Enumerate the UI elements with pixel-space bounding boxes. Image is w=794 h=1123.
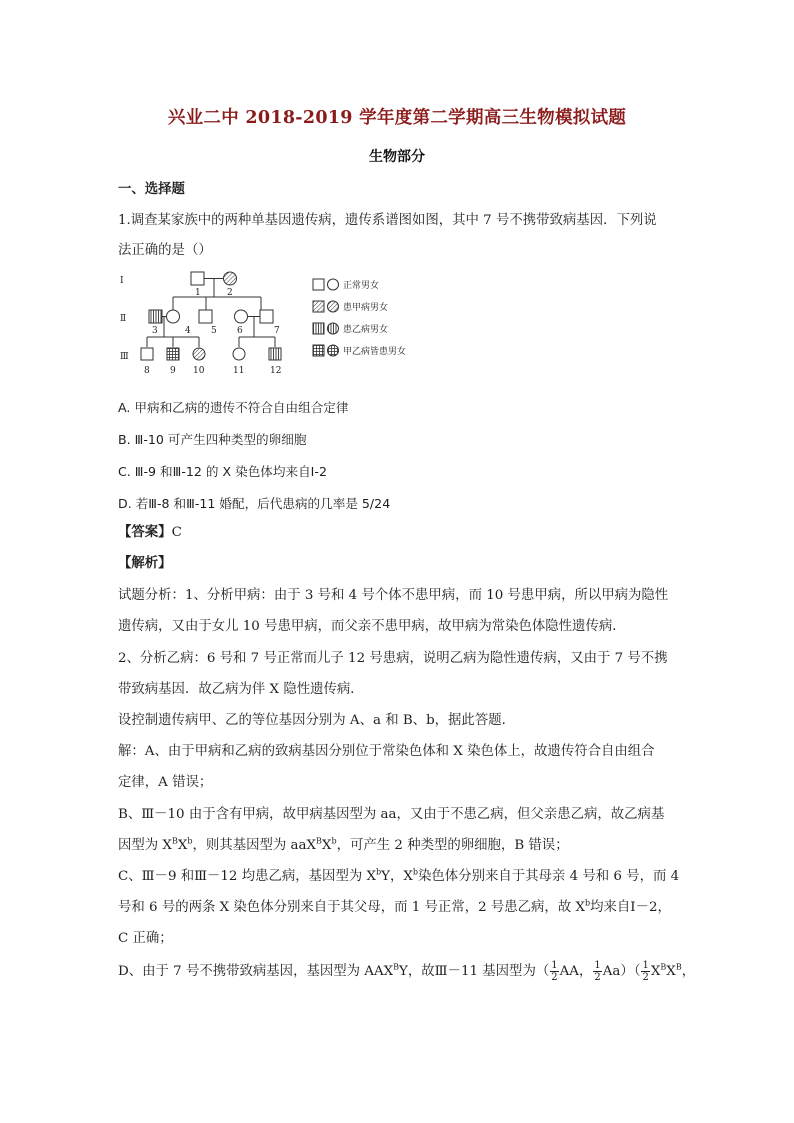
individual-5-normal-male-symbol xyxy=(199,310,212,323)
superscript-b-lower: b xyxy=(376,867,382,877)
legend-normal-male-symbol xyxy=(313,279,324,290)
analysis-paragraph-5-line-1: B、Ⅲ－10 由于含有甲病，故甲病基因型为 aa，又由于不患乙病，但父亲患乙病，故乙病基 xyxy=(118,807,665,822)
individual-1-normal-male-symbol xyxy=(191,272,204,285)
section-heading: 一、选择题 xyxy=(118,181,185,197)
page-title: 兴业二中 2018-2019 学年度第二学期高三生物模拟试题 xyxy=(167,108,627,128)
option-c: C. Ⅲ-9 和Ⅲ-12 的 X 染色体均来自Ⅰ-2 xyxy=(118,464,327,479)
generation-label-1: Ⅰ xyxy=(120,276,124,286)
question-text-line-1: 1.调查某家族中的两种单基因遗传病，遗传系谱图如图，其中 7 号不携带致病基因．下列说 xyxy=(118,213,657,228)
fraction-denominator: 2 xyxy=(551,972,558,983)
option-d: D. 若Ⅲ-8 和Ⅲ-11 婚配，后代患病的几率是 5/24 xyxy=(118,496,391,511)
superscript-b-upper: B xyxy=(171,836,178,846)
superscript-b-lower: b xyxy=(187,836,193,846)
legend-normal-female-symbol xyxy=(328,279,339,290)
text-segment: ，可产生 2 种类型的卵细胞，B 错误； xyxy=(336,838,569,853)
superscript-b-lower: b xyxy=(412,867,419,877)
superscript-b-upper: B xyxy=(660,962,667,972)
fraction-numerator: 1 xyxy=(551,960,558,971)
individual-8-normal-male-symbol xyxy=(141,348,153,360)
text-segment: ，则其基因型为 aaX xyxy=(192,838,317,853)
individual-12-affected-b-male-symbol xyxy=(269,348,281,360)
text-segment: 均来自Ⅰ－2， xyxy=(590,900,671,915)
option-a: A. 甲病和乙病的遗传不符合自由组合定律 xyxy=(118,400,349,415)
analysis-paragraph-4-line-2: 定律，A 错误； xyxy=(118,775,213,790)
legend-label-affected-b: 患乙病男女 xyxy=(343,325,389,335)
legend-affected-a-female-symbol xyxy=(328,301,339,312)
generation-label-3: Ⅲ xyxy=(120,352,129,362)
analysis-paragraph-3: 设控制遗传病甲、乙的等位基因分别为 A、a 和 B、b，据此答题． xyxy=(118,713,515,728)
text-segment: D、由于 7 号不携带致病基因，基因型为 AAX xyxy=(118,964,394,979)
individual-number-12: 12 xyxy=(270,366,282,376)
analysis-paragraph-4-line-1: 解：A、由于甲病和乙病的致病基因分别位于常染色体和 X 染色体上，故遗传符合自由组合 xyxy=(118,744,655,759)
individual-2-affected-a-female-symbol xyxy=(224,272,237,285)
individual-number-1: 1 xyxy=(195,288,201,298)
individual-6-normal-female-symbol xyxy=(235,310,248,323)
text-segment: 号和 6 号的两条 X 染色体分别来自于其父母，而 1 号正常，2 号患乙病，故 X xyxy=(118,900,586,915)
fraction-numerator: 1 xyxy=(594,960,601,971)
individual-number-8: 8 xyxy=(144,366,150,376)
answer-value: C xyxy=(171,525,182,540)
analysis-paragraph-6-line-3: C 正确； xyxy=(118,931,173,946)
fraction-one-half xyxy=(641,960,649,983)
text-segment: C、Ⅲ－9 和Ⅲ－12 均患乙病，基因型为 X xyxy=(118,869,377,884)
text-segment: X xyxy=(177,838,188,853)
text-segment: Y，X xyxy=(381,869,413,884)
answer-label: 【答案】 xyxy=(118,524,172,540)
analysis-paragraph-2-line-1: 2、分析乙病：6 号和 7 号正常而儿子 12 号患病，说明乙病为隐性遗传病，又由于 7 号不携 xyxy=(118,651,668,666)
analysis-paragraph-5-line-2 xyxy=(118,834,569,853)
legend-label-affected-a: 患甲病男女 xyxy=(343,303,389,313)
individual-number-4: 4 xyxy=(185,326,191,336)
text-segment: 染色体分别来自于其母亲 4 号和 6 号，而 4 xyxy=(418,869,680,884)
fraction-one-half xyxy=(593,960,601,983)
option-b: B. Ⅲ-10 可产生四种类型的卵细胞 xyxy=(118,432,307,447)
fraction-numerator: 1 xyxy=(642,960,649,971)
legend-affected-both-male-symbol xyxy=(313,345,324,356)
fraction-denominator: 2 xyxy=(642,972,649,983)
individual-3-affected-b-male-symbol xyxy=(149,310,162,323)
page-subtitle: 生物部分 xyxy=(369,149,425,165)
text-segment: ， xyxy=(681,964,696,979)
text-segment: X xyxy=(666,964,676,979)
generation-label-2: Ⅱ xyxy=(120,314,127,324)
fraction-denominator: 2 xyxy=(594,972,601,983)
legend-affected-both-female-symbol xyxy=(328,345,339,356)
legend-label-affected-both: 甲乙病皆患男女 xyxy=(343,347,407,357)
analysis-paragraph-7 xyxy=(118,960,695,983)
analysis-paragraph-6-line-1 xyxy=(118,865,679,884)
superscript-b-upper: B xyxy=(393,962,400,972)
individual-4-normal-female-symbol xyxy=(167,310,180,323)
legend-affected-b-female-symbol xyxy=(328,323,339,334)
individual-number-7: 7 xyxy=(274,326,280,336)
legend-label-normal: 正常男女 xyxy=(343,281,380,291)
individual-10-affected-a-female-symbol xyxy=(193,348,205,360)
individual-number-10: 10 xyxy=(193,366,205,376)
individual-11-normal-female-symbol xyxy=(233,348,245,360)
text-segment: Aa）（ xyxy=(602,964,641,979)
text-segment: X xyxy=(321,838,332,853)
individual-7-normal-male-symbol xyxy=(260,310,273,323)
question-text-line-2: 法正确的是（） xyxy=(118,243,212,258)
individual-9-affected-both-male-symbol xyxy=(167,348,179,360)
analysis-label: 【解析】 xyxy=(118,555,172,571)
analysis-paragraph-6-line-2 xyxy=(118,896,671,915)
individual-number-11: 11 xyxy=(233,366,245,376)
superscript-b-lower: b xyxy=(585,898,591,908)
text-segment: AA， xyxy=(559,964,593,979)
individual-number-3: 3 xyxy=(152,326,158,336)
superscript-b-upper: B xyxy=(316,836,322,846)
legend-affected-b-male-symbol xyxy=(313,323,324,334)
superscript-b-lower: b xyxy=(331,836,337,846)
individual-number-6: 6 xyxy=(237,326,243,336)
answer-line xyxy=(118,521,182,540)
text-segment: Y，故Ⅲ－11 基因型为（ xyxy=(399,964,550,979)
superscript-b-upper: B xyxy=(675,962,682,972)
analysis-paragraph-1-line-1: 试题分析：1、分析甲病：由于 3 号和 4 号个体不患甲病，而 10 号患甲病，所以甲病为隐性 xyxy=(118,588,669,603)
pedigree-diagram xyxy=(118,264,438,384)
fraction-one-half xyxy=(550,960,558,983)
text-segment: 因型为 X xyxy=(118,838,172,853)
individual-number-9: 9 xyxy=(170,366,176,376)
analysis-paragraph-1-line-2: 遗传病，又由于女儿 10 号患甲病，而父亲不患甲病，故甲病为常染色体隐性遗传病． xyxy=(118,619,626,634)
analysis-paragraph-2-line-2: 带致病基因．故乙病为伴 X 隐性遗传病． xyxy=(118,682,364,697)
individual-number-2: 2 xyxy=(227,288,233,298)
individual-number-5: 5 xyxy=(211,326,217,336)
text-segment: X xyxy=(650,964,661,979)
legend-affected-a-male-symbol xyxy=(313,301,324,312)
